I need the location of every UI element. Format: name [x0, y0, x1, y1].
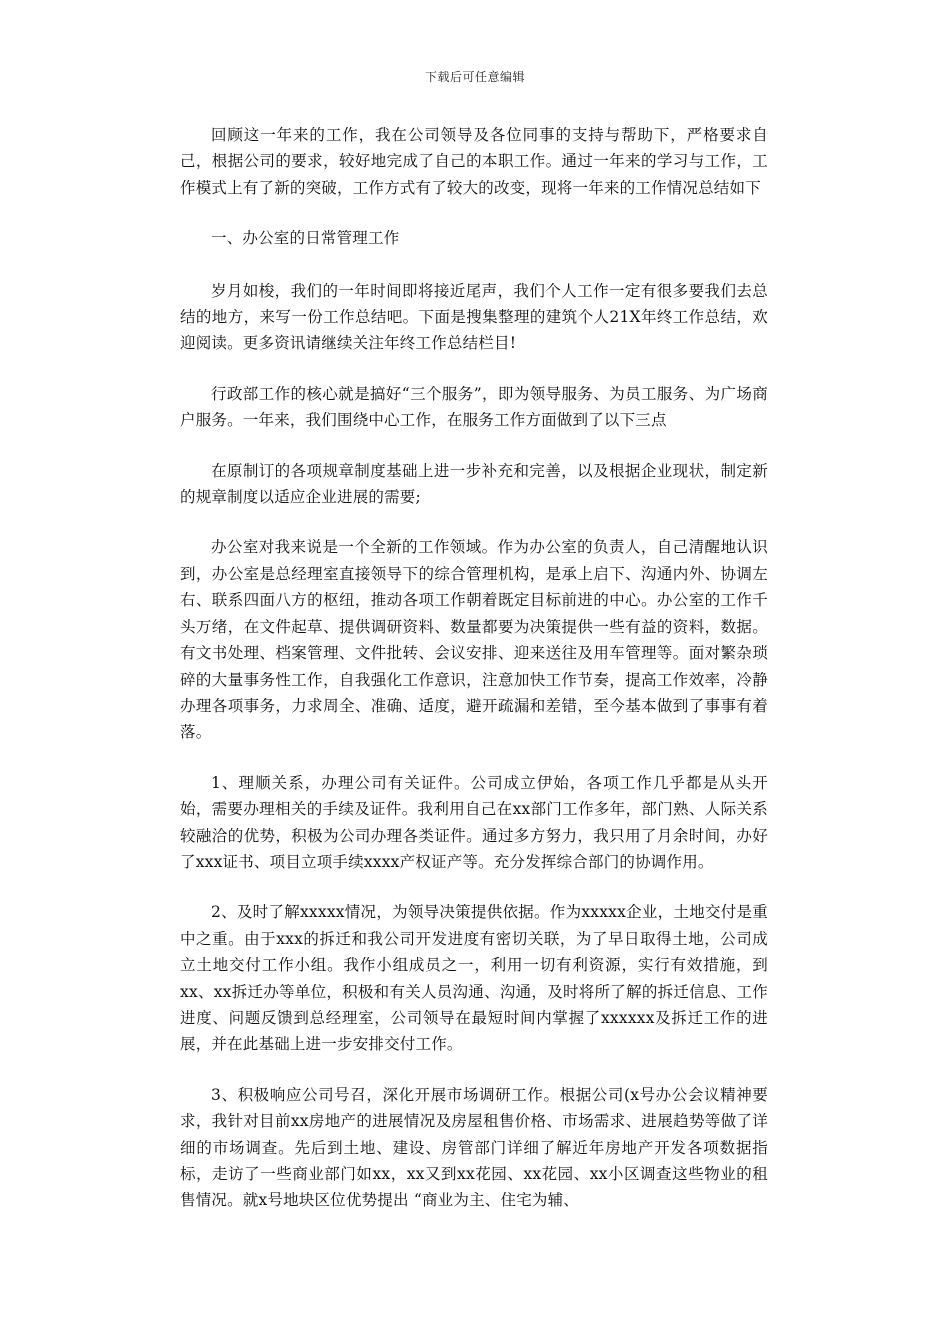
page-header: 下载后可任意编辑	[424, 70, 525, 84]
numbered-paragraph-1: 1、理顺关系，办理公司有关证件。公司成立伊始，各项工作几乎都是从头开始，需要办理相关的手续及证件。我利用自己在xx部门工作多年，部门熟、人际关系较融洽的优势，积极为公司办理各类证件。通过多方努力，我只用了月余时间，办好了xxx证书、项目立项手续xxxx产权证产等。充分发挥综合部门的协调作用。	[180, 773, 768, 871]
body-paragraph: 行政部工作的核心就是搞好“三个服务”，即为领导服务、为员工服务、为广场商户服务。一年来，我们围绕中心工作，在服务工作方面做到了以下三点	[180, 384, 768, 430]
body-paragraph: 岁月如梭，我们的一年时间即将接近尾声，我们个人工作一定有很多要我们去总结的地方，来写一份工作总结吧。下面是搜集整理的建筑个人21X年终工作总结，欢迎阅读。更多资讯请继续关注年终工作总结栏目!	[180, 281, 768, 353]
body-paragraph: 在原制订的各项规章制度基础上进一步补充和完善，以及根据企业现状，制定新的规章制度以适应企业进展的需要;	[180, 461, 768, 507]
section-heading: 一、办公室的日常管理工作	[211, 229, 400, 248]
numbered-paragraph-2: 2、及时了解xxxxx情况，为领导决策提供依据。作为xxxxx企业，土地交付是重中之重。由于xxx的拆迁和我公司开发进度有密切关联，为了早日取得土地，公司成立土地交付工作小组。我作小组成员之一，利用一切有利资源，实行有效措施，到xx、xx拆迁办等单位，积极和有关人员沟通、沟通，及时将所了解的拆迁信息、工作进度、问题反馈到总经理室，公司领导在最短时间内掌握了xxxxxx及拆迁工作的进展，并在此基础上进一步安排交付工作。	[180, 903, 768, 1054]
document-body	[180, 122, 768, 1238]
numbered-paragraph-3: 3、积极响应公司号召，深化开展市场调研工作。根据公司(x号办公会议精神要求，我针对目前xx房地产的进展情况及房屋租售价格、市场需求、进展趋势等做了详细的市场调查。先后到土地、建设、房管部门详细了解近年房地产开发各项数据指标，走访了一些商业部门如xx，xx又到xx花园、xx花园、xx小区调查这些物业的租售情况。就x号地块区位优势提出 “商业为主、住宅为辅、	[180, 1085, 768, 1210]
body-paragraph: 办公室对我来说是一个全新的工作领域。作为办公室的负责人，自己清醒地认识到，办公室是总经理室直接领导下的综合管理机构，是承上启下、沟通内外、协调左右、联系四面八方的枢纽，推动各项工作朝着既定目标前进的中心。办公室的工作千头万绪，在文件起草、提供调研资料、数量都要为决策提供一些有益的资料，数据。有文书处理、档案管理、文件批转、会议安排、迎来送往及用车管理等。面对繁杂琐碎的大量事务性工作，自我强化工作意识，注意加快工作节奏，提高工作效率，冷静办理各项事务，力求周全、准确、适度，避开疏漏和差错，至今基本做到了事事有着落。	[180, 538, 768, 742]
intro-paragraph: 回顾这一年来的工作，我在公司领导及各位同事的支持与帮助下，严格要求自己，根据公司的要求，较好地完成了自己的本职工作。通过一年来的学习与工作，工作模式上有了新的突破，工作方式有了较大的改变，现将一年来的工作情况总结如下	[180, 126, 768, 197]
